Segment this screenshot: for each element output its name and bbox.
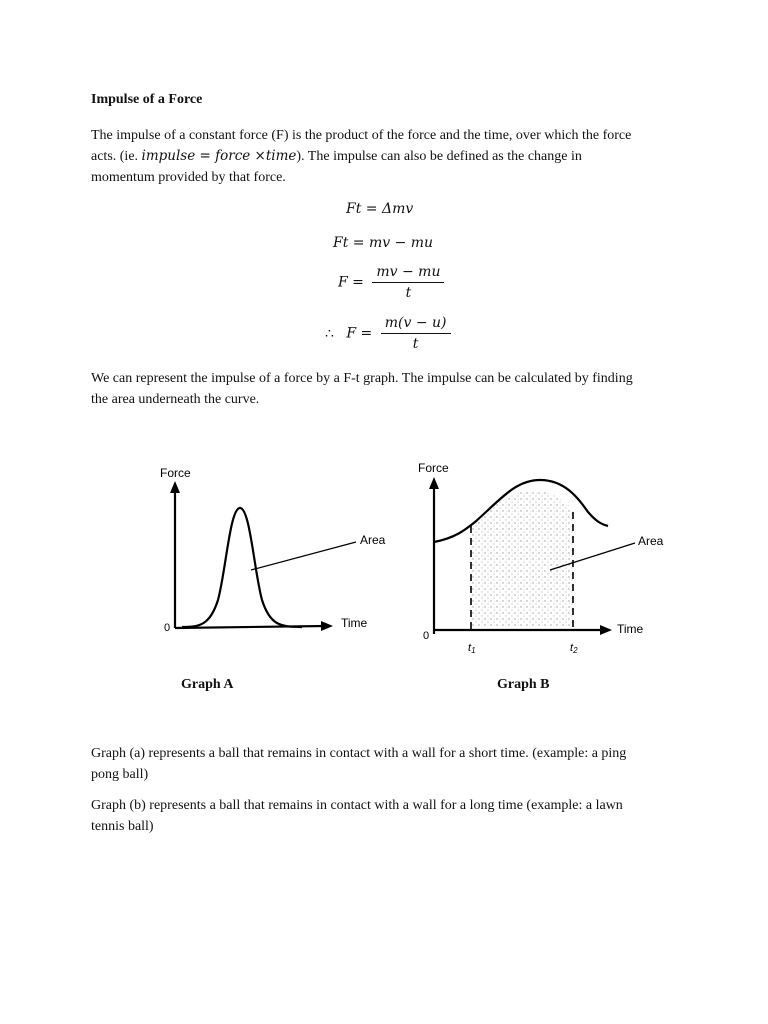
graph-b-t1-subscript: 1 (471, 646, 476, 655)
graph-a-origin: 0 (164, 622, 171, 634)
graph-b-area-label: Area (638, 534, 664, 548)
equation-3-denominator: t (405, 285, 412, 301)
graph-b-t2-label (570, 642, 578, 655)
impulse-definition-math: impulse = force ×time (141, 148, 297, 164)
graph-b-description-line-2: tennis ball) (91, 819, 154, 834)
intro-line-2-suffix: ). The impulse can also be defined as the change in (296, 149, 582, 164)
intro-line-2-prefix: acts. (ie. (91, 149, 142, 164)
graph-a-description (91, 743, 691, 785)
graph-a-description-line-1: Graph (a) represents a ball that remains in contact with a wall for a short time. (example: a ping (91, 746, 627, 761)
graph-intro-line-1: We can represent the impulse of a force by a F-t graph. The impulse can be calculated by finding (91, 371, 633, 386)
graph-a-area-label: Area (360, 533, 386, 547)
graph-b-x-label: Time (617, 622, 644, 636)
therefore-symbol: ∴ (325, 325, 334, 342)
graph-b-x-arrow (600, 625, 612, 635)
graph-a-area-pointer (251, 542, 356, 570)
equation-3-fraction (372, 264, 444, 301)
graph-b-t2-letter: t (570, 642, 574, 654)
equation-4-fraction (381, 315, 451, 352)
equation-4 (325, 315, 451, 352)
graph-b-y-arrow (429, 477, 439, 489)
graph-b-description (91, 795, 691, 837)
equation-1: Ft = Δmv (346, 201, 414, 217)
graph-a-caption: Graph A (181, 677, 234, 692)
force-time-graphs (130, 450, 690, 680)
graph-a-y-arrow (170, 481, 180, 493)
graph-b (418, 461, 664, 655)
graph-a-description-line-2: pong ball) (91, 767, 149, 782)
equation-3 (338, 264, 444, 301)
section-heading: Impulse of a Force (91, 92, 203, 107)
graph-intro-paragraph (91, 368, 691, 410)
graph-a-x-arrow (321, 621, 333, 631)
graph-a-x-label: Time (341, 616, 368, 630)
graph-b-origin: 0 (423, 630, 430, 642)
graph-a-curve (182, 508, 302, 627)
intro-paragraph (91, 125, 691, 188)
equation-4-numerator: m(v − u) (381, 315, 451, 334)
intro-line-3: momentum provided by that force. (91, 170, 286, 185)
intro-line-1: The impulse of a constant force (F) is the product of the force and the time, over which the force (91, 128, 632, 143)
graph-b-t1-letter: t (468, 642, 472, 654)
graph-b-y-label: Force (418, 461, 449, 475)
graph-a-y-label: Force (160, 466, 191, 480)
graph-b-t1-label (468, 642, 476, 655)
equation-3-numerator: mv − mu (372, 264, 444, 283)
graph-intro-line-2: the area underneath the curve. (91, 392, 260, 407)
graph-a (160, 466, 386, 634)
equation-3-lhs: F = (338, 274, 364, 291)
equation-4-lhs: F = (346, 325, 373, 342)
graph-b-description-line-1: Graph (b) represents a ball that remains in contact with a wall for a long time (example: a lawn (91, 798, 623, 813)
equation-2: Ft = mv − mu (333, 235, 434, 251)
graph-b-caption: Graph B (497, 677, 550, 692)
equation-4-denominator: t (412, 336, 419, 352)
graph-b-t2-subscript: 2 (573, 646, 578, 655)
